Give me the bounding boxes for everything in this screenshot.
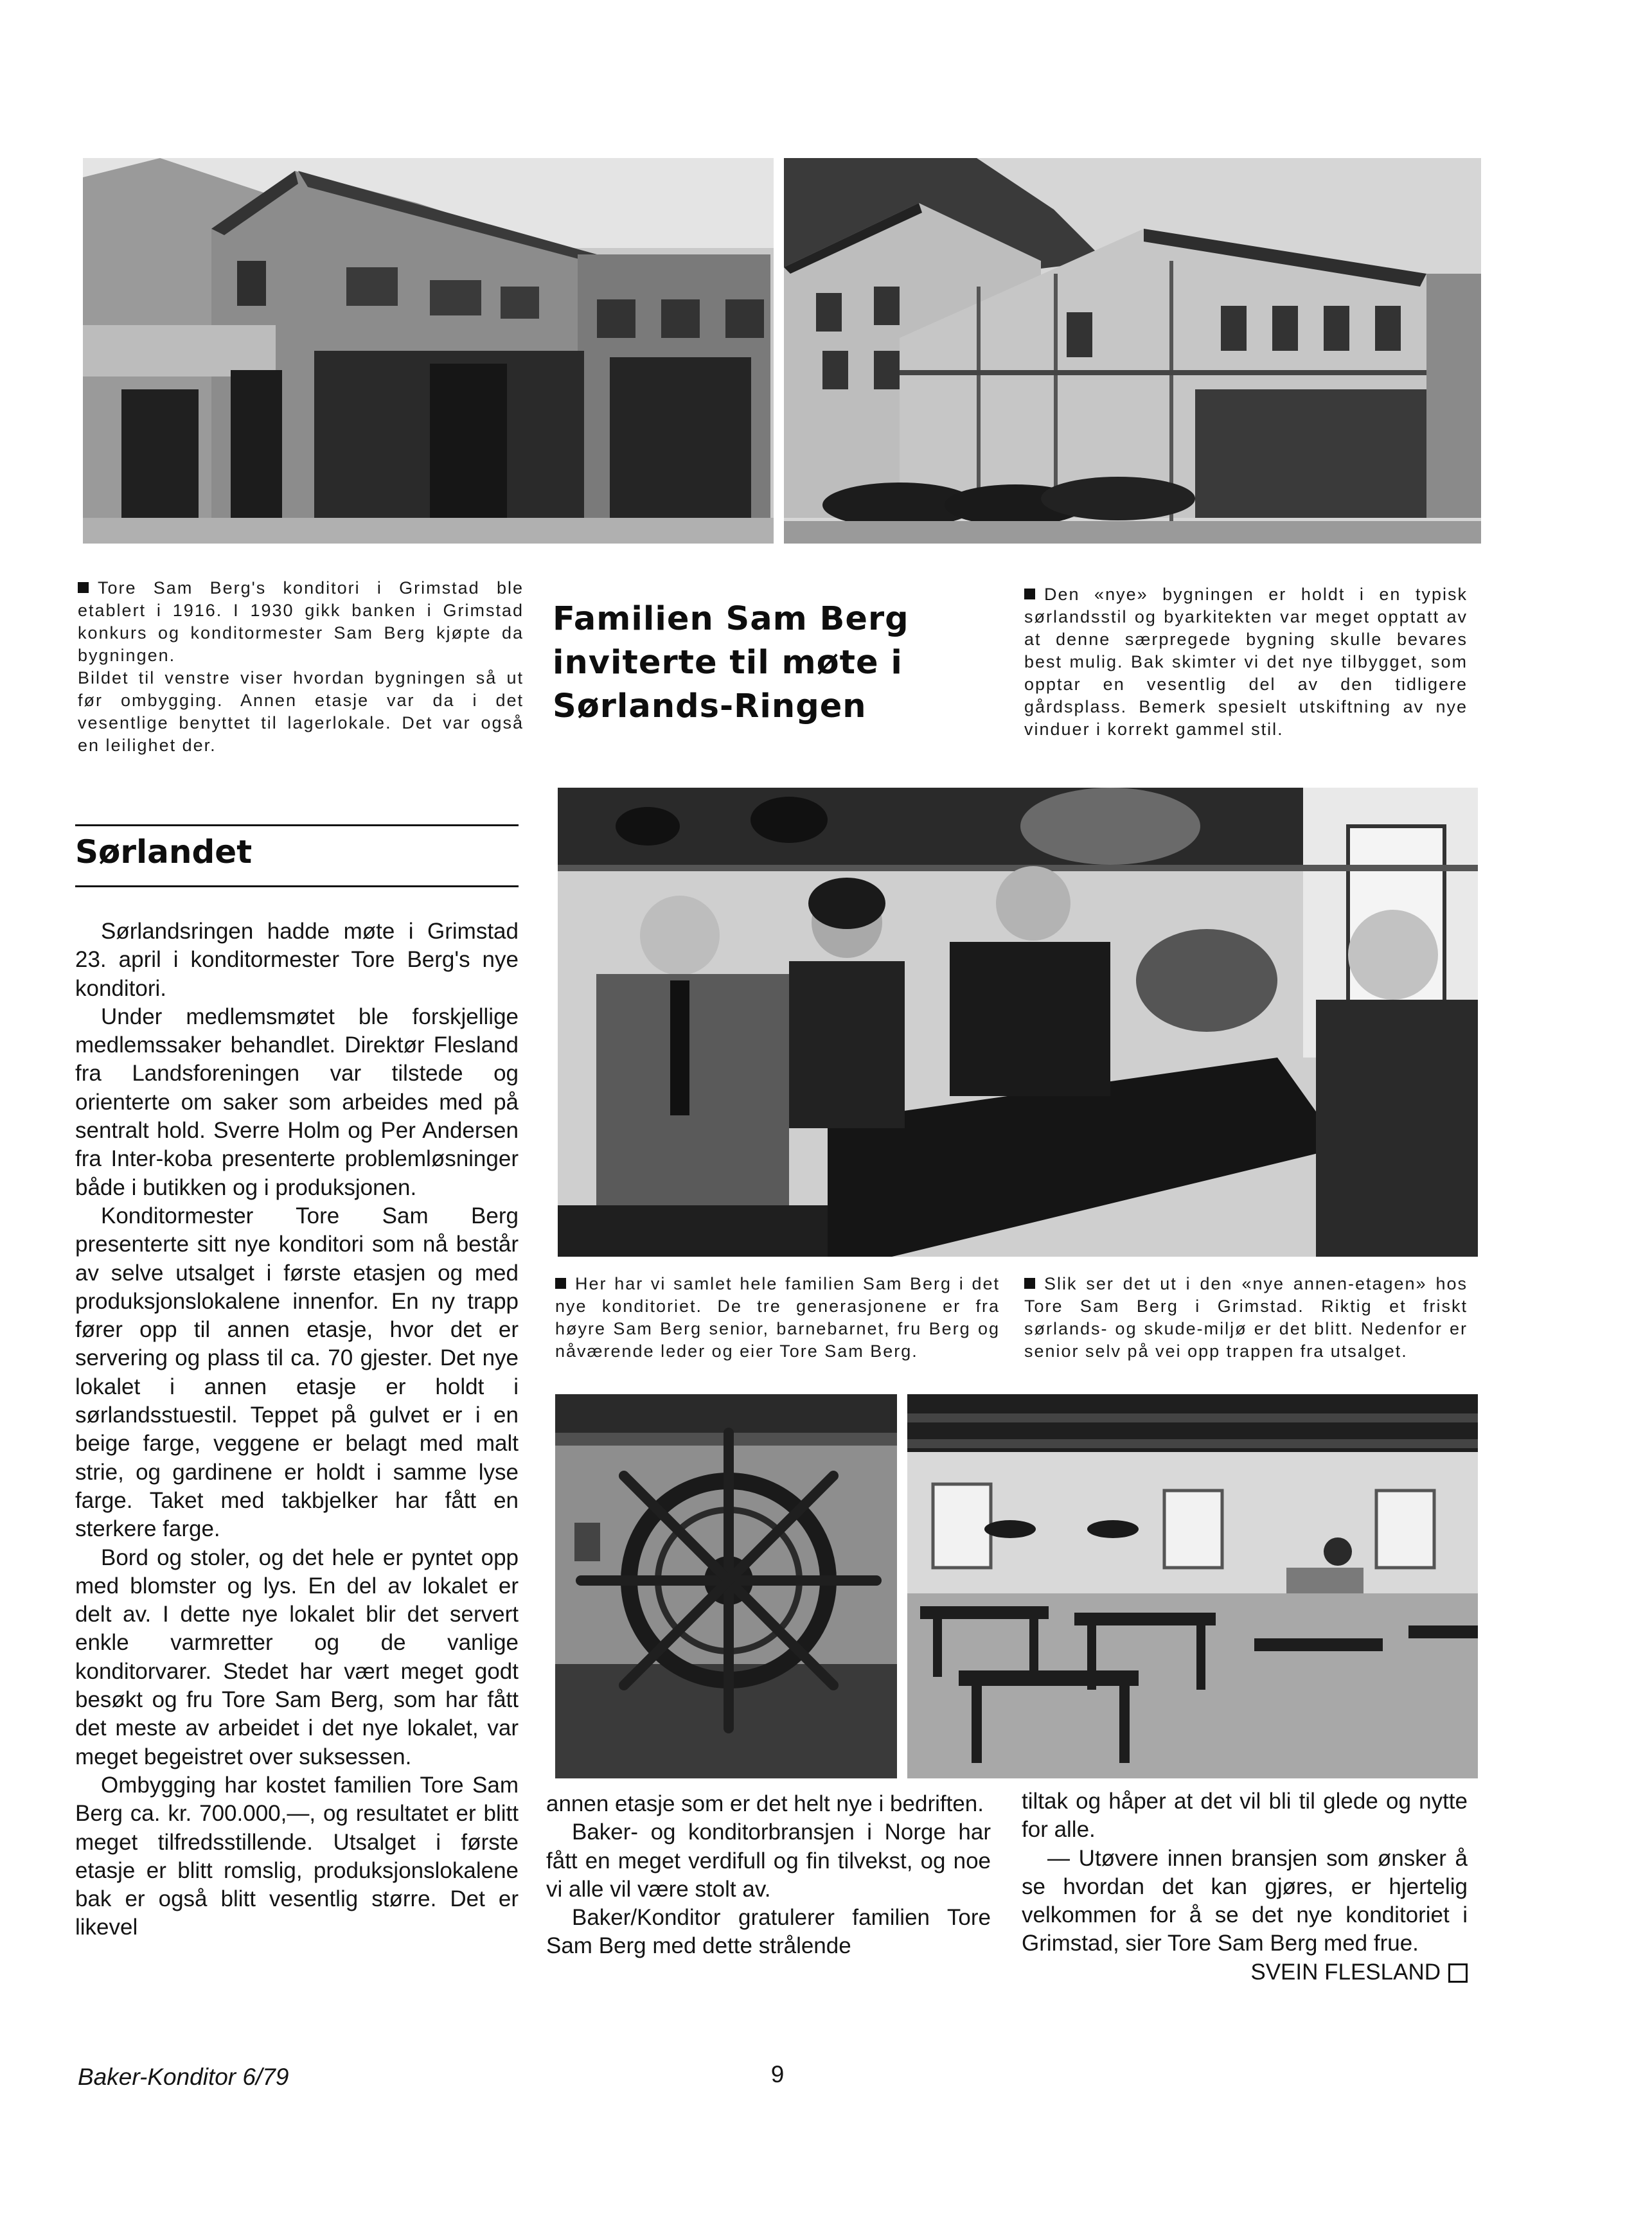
article-signature: SVEIN FLESLAND <box>1022 1958 1468 1987</box>
caption-dining-room: Slik ser det ut i den «nye annen-etagen» hos Tore Sam Berg i Grimstad. Riktig et friskt sørlands- og skude-miljø er det blitt. Nedenfor er senior selv på vei opp trappen fra utsalget. <box>1024 1274 1468 1361</box>
caption-family: Her har vi samlet hele familien Sam Berg i det nye konditoriet. De tre generasjonene er fra høyre Sam Berg senior, barnebarnet, fru Berg og nåværende leder og eier Tore Sam Berg. <box>555 1274 1000 1361</box>
article-column-2: annen etasje som er det helt nye i bedriften. Baker- og konditorbransjen i Norge har fått en meget verdifull og fin tilvekst, og noe vi alle vil være stolt av. Baker/Konditor gratulerer familien Tore Sam Berg med dette strålende <box>546 1791 991 1959</box>
section-rule-bottom <box>75 885 519 887</box>
caption-bullet <box>78 582 89 593</box>
article-column-1: Sørlandsringen hadde møte i Grimstad 23. april i konditormester Tore Berg's nye konditori. Under medlemsmøtet ble forskjellige medlemssaker behandlet. Direktør Flesland fra Landsforeningen var tilstede og orienterte om saker som arbeides med på sentralt hold. Sverre Holm og Per Andersen fra Inter-koba presenterte problemløsninger både i butikken og i produksjonen. Konditormester Tore Sam Berg presenterte sitt nye konditori som nå består av selve utsalget i første etasjen og med produksjonslokalene innenfor. En ny trapp fører opp til annen etasje, hvor det er servering og plass til ca. 70 gjester. Det nye lokalet i annen etasje er holdt i sørlandsstuestil. Teppet på gulvet er i en beige farge, veggene er belagt med malt strie, og gardinene er holdt i samme lyse farge. Taket med takbjelker har fått en sterkere farge. Bord og stoler, og det hele er pyntet opp med blomster og lys. En del av lokalet er delt av. I dette nye lokalet blir det servert enkle varmretter og de vanlige konditorvarer. Stedet har vært meget godt besøkt og fru Tore Sam Berg, som har fått det meste av arbeidet i det nye lokalet, var meget begeistret over suksessen. Ombygging har kostet familien Tore Sam Berg ca. kr. 700.000,—, og resultatet er blitt meget tilfredsstillende. Utsalget i første etasje er blitt romslig, produksjonslokalene bak er også blitt vesentlig større. Det er likevel <box>75 919 519 1940</box>
section-title: Sørlandet <box>75 833 253 871</box>
renovated-building-image <box>784 158 1481 544</box>
photo-old-building <box>83 158 774 544</box>
caption-old-building: Tore Sam Berg's konditori i Grimstad ble etablert i 1916. I 1930 gikk banken i Grimstad konkurs og konditormester Sam Berg kjøpte da bygningen. Bildet til venstre viser hvordan bygningen så ut før ombygging. Annen etasje var da i det vesentlige benyttet til lagerlokale. Det var også en leilighet der. <box>78 578 524 755</box>
caption-bullet <box>1024 1278 1035 1289</box>
caption-renovated-building: Den «nye» bygningen er holdt i en typisk sørlandsstil og byarkitekten var meget opptatt av at denne særpregede bygning skulle bevares best mulig. Bak skimter vi det nye tilbygget, som opptar en vesentlig del av den tidligere gårdsplass. Bemerk spesielt utskiftning av nye vinduer i korrekt gammel stil. <box>1024 585 1468 739</box>
ship-wheel-icon <box>581 1433 876 1728</box>
photo-dining-room <box>907 1394 1478 1778</box>
dining-room-image <box>907 1394 1478 1778</box>
ship-wheel-image <box>555 1394 897 1778</box>
article-column-3: tiltak og håper at det vil bli til glede og nytte for alle. — Utøvere innen bransjen som ønsker å se hvordan det kan gjøres, er hjertelig velkommen for å se det nye konditoriet i Grimstad, sier Tore Sam Berg med frue. SVEIN FLESLAND <box>1022 1787 1468 1987</box>
caption-bullet <box>1024 589 1035 599</box>
end-mark-icon <box>1448 1963 1468 1983</box>
old-building-image <box>83 158 774 544</box>
photo-ship-wheel <box>555 1394 897 1778</box>
family-image <box>558 788 1478 1257</box>
article-headline: Familien Sam Berg inviterte til møte i Sørlands-Ringen <box>553 600 909 725</box>
section-rule-top <box>75 824 519 826</box>
footer-magazine: Baker-Konditor 6/79 <box>78 2064 289 2090</box>
photo-family <box>558 788 1478 1257</box>
caption-bullet <box>555 1278 566 1289</box>
footer-page-number: 9 <box>770 2061 785 2087</box>
photo-renovated-building <box>784 158 1481 544</box>
